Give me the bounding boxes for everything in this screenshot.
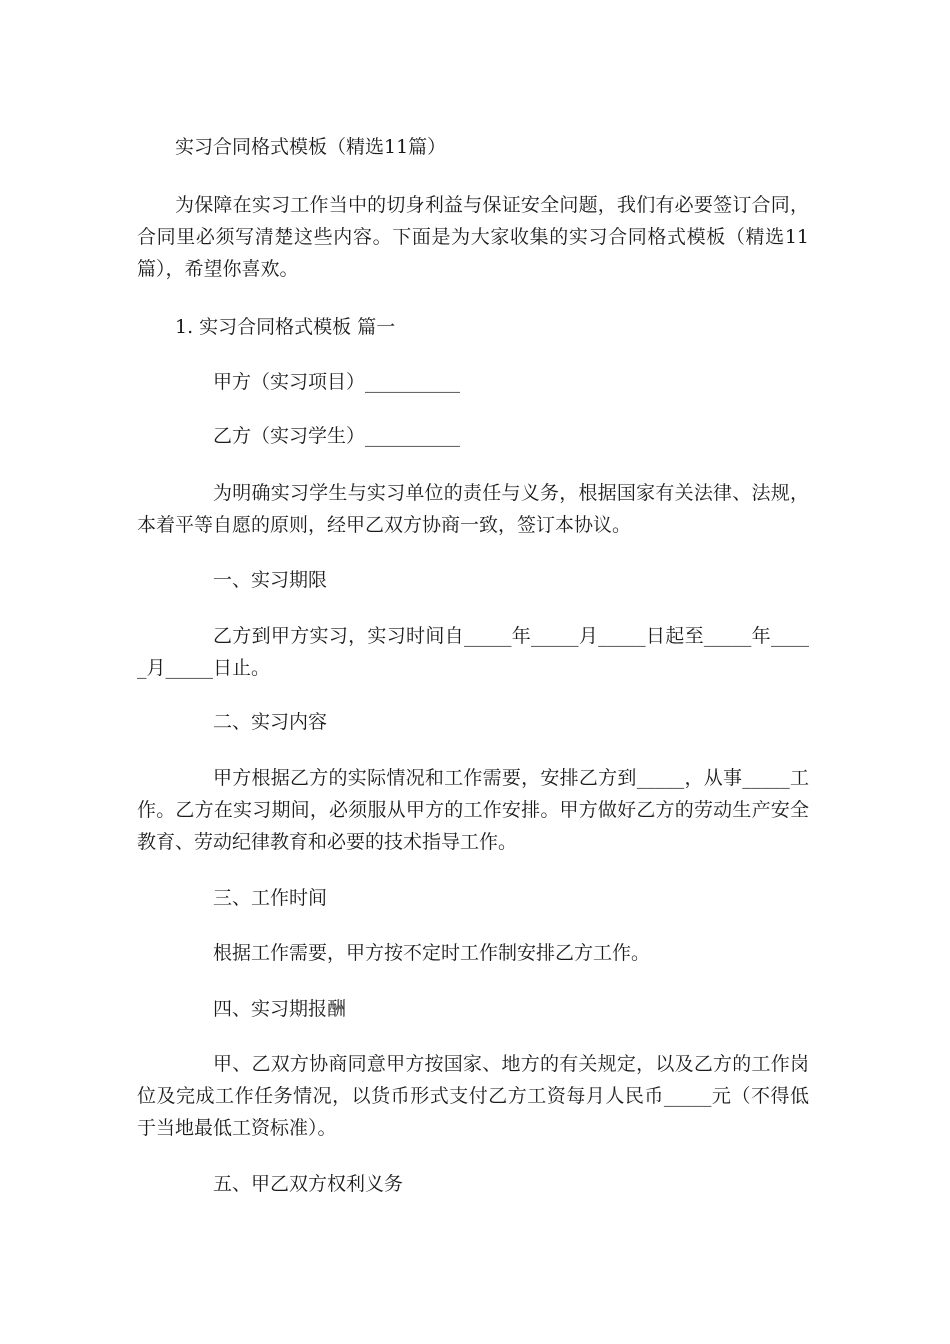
clause-4-line: 于当地最低工资标准）。 — [137, 1117, 337, 1139]
clause-4-line: 甲、乙双方协商同意甲方按国家、地方的有关规定，以及乙方的工作岗 — [213, 1053, 809, 1075]
clause-1-line: _月_____日止。 — [137, 657, 271, 679]
intro-paragraph — [137, 189, 809, 285]
clause-2-line: 教育、劳动纪律教育和必要的技术指导工作。 — [137, 831, 518, 853]
clause-2-line: 作。乙方在实习期间，必须服从甲方的工作安排。甲方做好乙方的劳动生产安全 — [137, 799, 809, 821]
clause-3-body — [213, 937, 885, 969]
section-heading: 1. 实习合同格式模板 篇一 — [175, 316, 396, 338]
purpose-line: 为明确实习学生与实习单位的责任与义务，根据国家有关法律、法规， — [213, 482, 809, 504]
intro-line: 篇），希望你喜欢。 — [137, 258, 299, 280]
purpose-paragraph — [137, 477, 809, 541]
party-b-line: 乙方（实习学生）__________ — [213, 425, 461, 447]
clause-4-title: 四、实习期报酬 — [213, 998, 347, 1020]
clause-1-title: 一、实习期限 — [213, 569, 328, 591]
party-a-line: 甲方（实习项目）__________ — [213, 371, 461, 393]
clause-2-title: 二、实习内容 — [213, 711, 328, 733]
clause-1-body — [137, 620, 809, 684]
purpose-line: 本着平等自愿的原则，经甲乙双方协商一致，签订本协议。 — [137, 514, 632, 536]
clause-3-title: 三、工作时间 — [213, 887, 328, 909]
clause-3-line: 根据工作需要，甲方按不定时工作制安排乙方工作。 — [213, 942, 651, 964]
clause-5-title: 五、甲乙双方权利义务 — [213, 1173, 404, 1195]
intro-line: 为保障在实习工作当中的切身利益与保证安全问题，我们有必要签订合同， — [175, 194, 809, 216]
intro-line: 合同里必须写清楚这些内容。下面是为大家收集的实习合同格式模板（精选11 — [137, 226, 809, 248]
clause-2-line: 甲方根据乙方的实际情况和工作需要，安排乙方到_____，从事_____工 — [213, 767, 809, 789]
clause-1-line: 乙方到甲方实习，实习时间自_____年_____月_____日起至_____年____ — [213, 625, 809, 647]
clause-4-body — [137, 1048, 809, 1144]
clause-2-body — [137, 762, 809, 858]
clause-4-line: 位及完成工作任务情况，以货币形式支付乙方工资每月人民币_____元（不得低 — [137, 1085, 809, 1107]
document-title: 实习合同格式模板（精选11篇） — [175, 136, 447, 158]
